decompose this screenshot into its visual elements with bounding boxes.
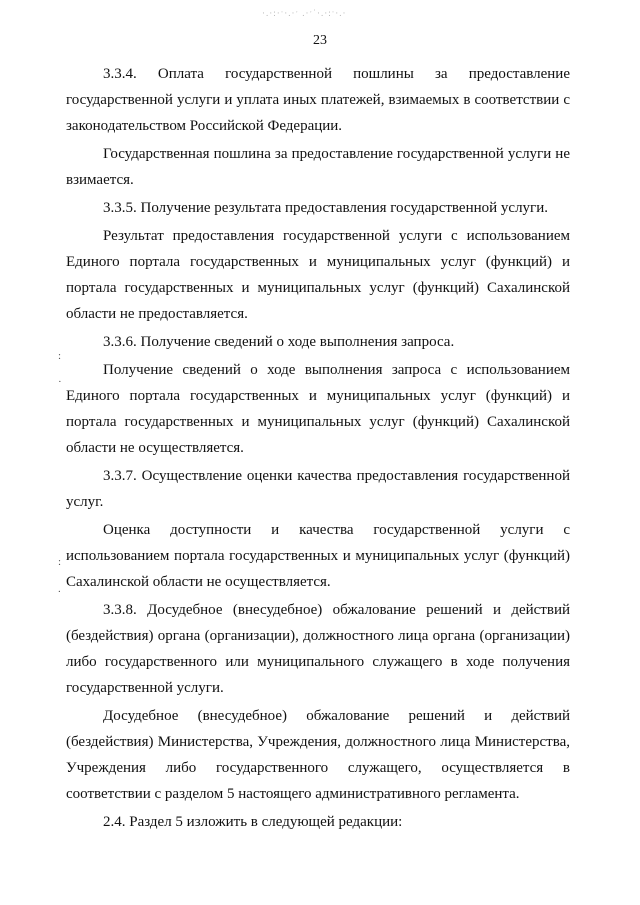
margin-scan-mark: : [58, 350, 62, 362]
section-3-3-8-body: Досудебное (внесудебное) обжалование решений и действий (бездействия) Министерства, Учреждения, должностного лица Министерства, Учреждения либо государственного служащего, осуществляется в соответствии с разделом 5 настоящего административного регламента. [66, 708, 570, 802]
section-3-3-6-body: Получение сведений о ходе выполнения запроса с использованием Единого портала государственных и муниципальных услуг (функций) и портала государственных и муниципальных услуг (функций) Сахалинской области не осуществляется. [66, 362, 570, 456]
margin-scan-mark: . [58, 583, 61, 595]
section-3-3-5-heading: 3.3.5. Получение результата предоставления государственной услуги. [103, 200, 548, 216]
section-2-4-instruction: 2.4. Раздел 5 изложить в следующей редакции: [103, 814, 403, 830]
section-3-3-5-body: Результат предоставления государственной услуги с использованием Единого портала государственных и муниципальных услуг (функций) и портала государственных и муниципальных услуг (функций) Сахалинской области не предоставляется. [66, 228, 570, 322]
section-3-3-4-heading: 3.3.4. Оплата государственной пошлины за предоставление государственной услуги и уплата иных платежей, взимаемых в соответствии с законодательством Российской Федерации. [66, 66, 570, 134]
document-body [66, 61, 570, 835]
page-number: 23 [313, 33, 327, 48]
section-3-3-6-heading: 3.3.6. Получение сведений о ходе выполнения запроса. [103, 334, 455, 350]
scan-artifact: ·.·:·ˑ·.·ˑ .·ˑ˙·.·:ˑ·.· [262, 8, 347, 18]
margin-scan-mark: · [58, 376, 62, 388]
section-3-3-7-heading: 3.3.7. Осуществление оценки качества предоставления государственной услуг. [66, 468, 570, 510]
section-3-3-8-heading: 3.3.8. Досудебное (внесудебное) обжалование решений и действий (бездействия) органа (организации), должностного лица органа (организации) либо государственного или муниципального служащего в ходе получения государственной услуги. [66, 602, 570, 696]
margin-scan-mark: : [58, 556, 62, 568]
section-3-3-4-body: Государственная пошлина за предоставление государственной услуги не взимается. [66, 146, 570, 188]
section-3-3-7-body: Оценка доступности и качества государственной услуги с использованием портала государственных и муниципальных услуг (функций) Сахалинской области не осуществляется. [66, 522, 570, 590]
